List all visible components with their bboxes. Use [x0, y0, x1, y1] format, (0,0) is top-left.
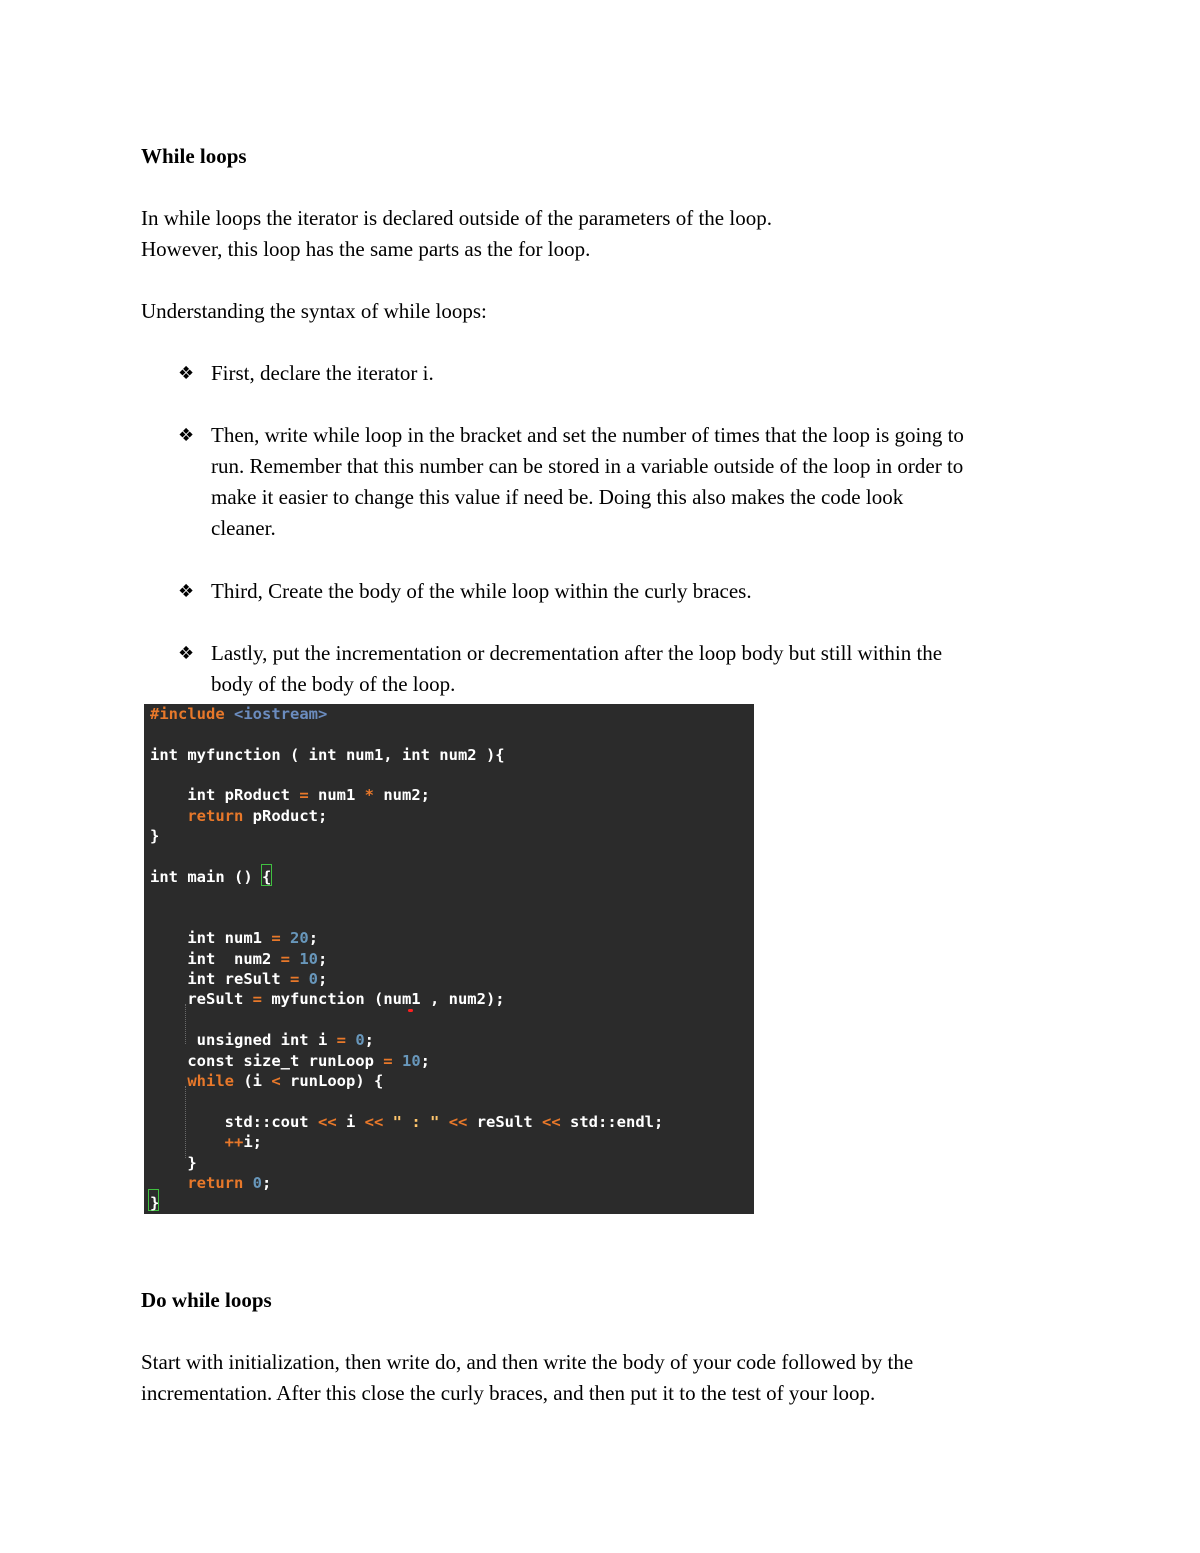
bullet-line: First, declare the iterator i. [211, 361, 434, 385]
bullet-line: cleaner. [211, 516, 276, 540]
code-token [299, 970, 308, 988]
bullet-line: Then, write while loop in the bracket and set the number of times that the loop is going to [211, 423, 964, 447]
code-token: << [317, 1113, 337, 1131]
code-token: ; [318, 970, 328, 988]
code-token: int myfunction ( int num1, int num2 ){ [150, 746, 505, 764]
code-token: = [280, 950, 290, 968]
code-token: * [364, 786, 374, 804]
bullet-item-2 [211, 420, 1071, 544]
code-token: = [336, 1031, 346, 1049]
code-token [290, 950, 299, 968]
code-line [150, 1051, 430, 1071]
code-token: 20 [290, 929, 309, 947]
code-token: ; [262, 1174, 272, 1192]
code-token: << [448, 1113, 468, 1131]
code-token: " : " [392, 1113, 440, 1131]
code-line [150, 704, 327, 724]
code-token [393, 1052, 402, 1070]
code-token: int num1 [150, 929, 272, 947]
code-line [150, 949, 327, 969]
code-token: = [383, 1052, 393, 1070]
code-token: std::endl; [560, 1113, 664, 1131]
code-line [150, 867, 271, 887]
code-token: <iostream> [234, 705, 328, 723]
code-token: 10 [299, 950, 319, 968]
heading-while-loops: While loops [141, 144, 247, 168]
bullet-line: run. Remember that this number can be stored in a variable outside of the loop in order to [211, 454, 964, 478]
code-token: < [271, 1072, 281, 1090]
code-token [281, 929, 290, 947]
code-token: } [150, 827, 160, 845]
code-token: 0 [355, 1031, 365, 1049]
code-token: num1 [308, 786, 365, 804]
code-token: << [542, 1113, 561, 1131]
code-token: = [252, 990, 262, 1008]
bullet-icon: ❖ [178, 363, 195, 384]
code-token: } [150, 1194, 160, 1212]
heading-do-while-loops: Do while loops [141, 1288, 272, 1312]
intro-line-1: In while loops the iterator is declared outside of the parameters of the loop. [141, 206, 772, 230]
code-screenshot [144, 704, 754, 1214]
code-token: unsigned int i [150, 1031, 337, 1049]
code-token [243, 1174, 252, 1192]
do-while-line-1: Start with initialization, then write do, and then write the body of your code followed by the [141, 1350, 914, 1374]
code-token [439, 1113, 448, 1131]
code-token: << [364, 1113, 384, 1131]
code-token: 0 [308, 970, 319, 988]
code-token: 0 [252, 1174, 263, 1192]
code-token: pRoduct; [243, 807, 328, 825]
code-token: int num2 [150, 950, 281, 968]
syntax-intro: Understanding the syntax of while loops: [141, 299, 487, 323]
bullet-icon: ❖ [178, 425, 195, 446]
code-line [150, 1173, 271, 1193]
bullet-line: make it easier to change this value if need be. Doing this also makes the code look [211, 485, 904, 509]
code-line [150, 745, 505, 765]
code-token: = [289, 970, 300, 988]
code-line [150, 1030, 374, 1050]
code-token: ; [308, 929, 319, 947]
code-token: return [187, 807, 244, 825]
code-token: reSult [150, 990, 253, 1008]
code-line [150, 928, 318, 948]
code-line [150, 1132, 262, 1152]
code-line [150, 826, 159, 846]
code-token: std::cout [150, 1113, 318, 1131]
code-token: int pRoduct [150, 786, 300, 804]
code-token [150, 1133, 225, 1151]
code-token: return [187, 1174, 244, 1192]
bullet-item-4 [211, 638, 1071, 700]
code-line [150, 806, 327, 826]
code-token: reSult [467, 1113, 543, 1131]
bullet-line: Lastly, put the incrementation or decrementation after the loop body but still within the [211, 641, 943, 665]
code-token: myfunction (num1 , num2); [262, 990, 505, 1008]
code-token [150, 1174, 187, 1192]
code-token: int main () { [150, 868, 272, 886]
code-line [150, 1071, 383, 1091]
bullet-item-3 [211, 576, 1071, 607]
code-line [150, 989, 505, 1009]
code-token: } [150, 1154, 197, 1172]
code-token: i [336, 1113, 365, 1131]
code-token: runLoop) { [280, 1072, 384, 1090]
bullet-icon: ❖ [178, 643, 195, 664]
error-squiggle [408, 1009, 413, 1012]
code-token: = [299, 786, 309, 804]
code-token: num2; [374, 786, 430, 804]
code-token [150, 807, 187, 825]
code-token: #include [150, 705, 234, 723]
bullet-line: body of the body of the loop. [211, 672, 456, 696]
bullet-icon: ❖ [178, 581, 195, 602]
bullet-item-1 [211, 358, 1071, 389]
intro-line-2: However, this loop has the same parts as the for loop. [141, 237, 591, 261]
bullet-line: Third, Create the body of the while loop within the curly braces. [211, 579, 752, 603]
code-token [383, 1113, 392, 1131]
code-token: const size_t runLoop [150, 1052, 384, 1070]
code-token: ; [318, 950, 328, 968]
code-token: = [271, 929, 281, 947]
do-while-line-2: incrementation. After this close the curly braces, and then put it to the test of your loop. [141, 1381, 876, 1405]
code-token: (i [234, 1072, 272, 1090]
code-token: ++ [224, 1133, 244, 1151]
code-token: 10 [401, 1052, 421, 1070]
code-token [150, 1072, 187, 1090]
code-line [150, 1112, 663, 1132]
code-line [150, 1193, 159, 1213]
code-line [150, 969, 327, 989]
code-token: int reSult [150, 970, 290, 988]
code-token: while [187, 1072, 234, 1090]
code-token: ; [364, 1031, 375, 1049]
code-line [150, 1153, 197, 1173]
code-token [346, 1031, 355, 1049]
code-line [150, 785, 430, 805]
code-token: ; [420, 1052, 430, 1070]
code-token: i; [243, 1133, 262, 1151]
